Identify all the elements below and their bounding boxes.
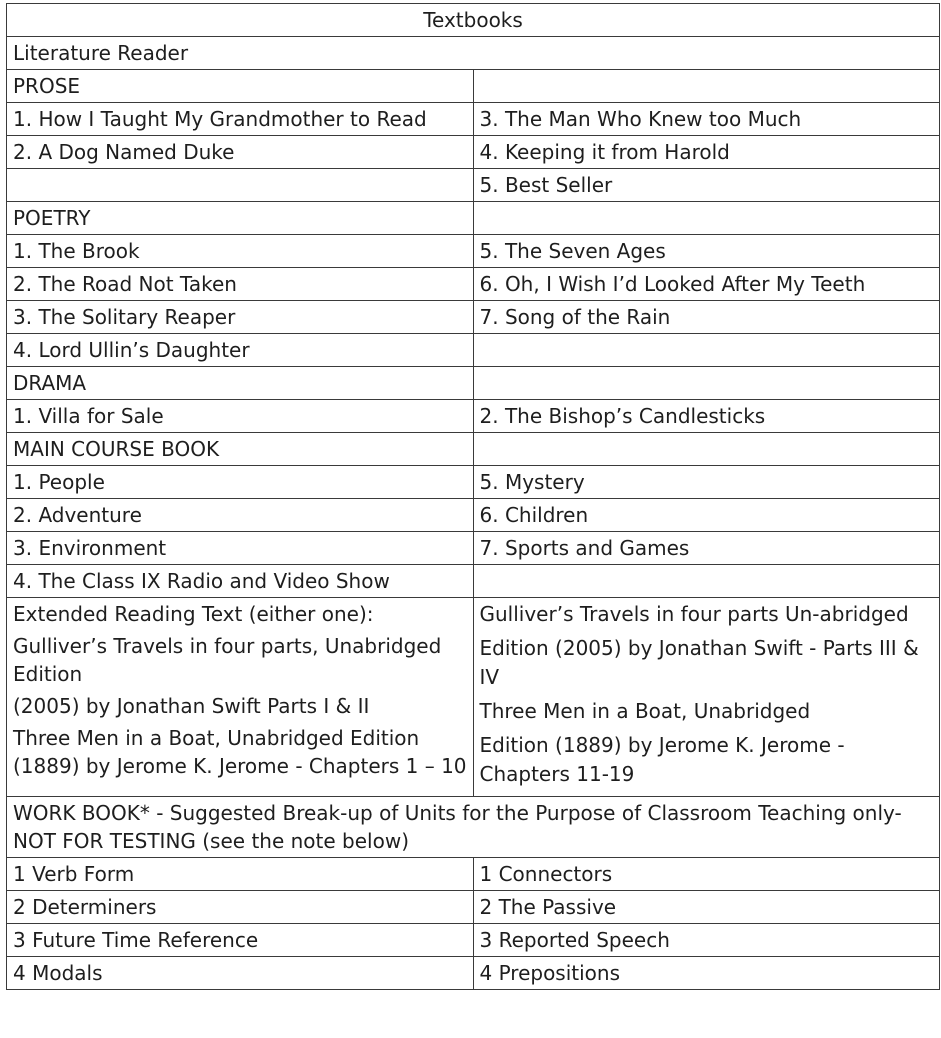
main-course-item: 1. People [7,466,474,499]
extended-reading-text: (2005) by Jonathan Swift Parts I & II [13,694,370,718]
extended-reading-text: Edition (2005) by Jonathan Swift - Parts III & IV [479,636,919,689]
empty-cell [473,202,940,235]
prose-heading-row [7,70,940,103]
work-book-item: 2 Determiners [7,891,474,924]
extended-reading-right [473,598,940,797]
table-row [7,891,940,924]
work-book-item: 1 Verb Form [7,858,474,891]
main-course-item: 6. Children [473,499,940,532]
main-course-heading: MAIN COURSE BOOK [7,433,474,466]
poetry-item: 1. The Brook [7,235,474,268]
main-course-item [473,565,940,598]
textbooks-table [6,3,940,990]
main-course-item: 2. Adventure [7,499,474,532]
table-row [7,103,940,136]
poetry-item: 6. Oh, I Wish I’d Looked After My Teeth [473,268,940,301]
empty-cell [473,70,940,103]
extended-reading-text: Edition (1889) by Jerome K. Jerome - Chapters 11-19 [479,733,845,786]
table-row [7,169,940,202]
poetry-heading-row [7,202,940,235]
work-book-item: 3 Reported Speech [473,924,940,957]
table-row [7,858,940,891]
main-course-item: 5. Mystery [473,466,940,499]
table-row [7,924,940,957]
title-row [7,4,940,37]
prose-item: 3. The Man Who Knew too Much [473,103,940,136]
work-book-item: 4 Modals [7,957,474,990]
table-row [7,565,940,598]
extended-reading-text: Extended Reading Text (either one): [13,602,374,626]
work-book-heading: WORK BOOK* - Suggested Break-up of Units for the Purpose of Classroom Teaching only-NOT FOR TESTING (see the note below) [7,797,940,858]
extended-reading-text: Gulliver’s Travels in four parts Un-abridged [479,602,909,626]
table-row [7,301,940,334]
poetry-heading: POETRY [7,202,474,235]
work-book-item: 4 Prepositions [473,957,940,990]
poetry-item: 7. Song of the Rain [473,301,940,334]
work-book-item: 3 Future Time Reference [7,924,474,957]
work-book-heading-row [7,797,940,858]
empty-cell [473,433,940,466]
main-course-heading-row [7,433,940,466]
main-course-item: 7. Sports and Games [473,532,940,565]
work-book-item: 2 The Passive [473,891,940,924]
prose-item: 1. How I Taught My Grandmother to Read [7,103,474,136]
extended-reading-left [7,598,474,797]
extended-reading-text: Three Men in a Boat, Unabridged Edition (1889) by Jerome K. Jerome - Chapters 1 – 10 [13,726,467,778]
table-title: Textbooks [7,4,940,37]
poetry-item: 5. The Seven Ages [473,235,940,268]
poetry-item [473,334,940,367]
table-row [7,268,940,301]
prose-item: 2. A Dog Named Duke [7,136,474,169]
extended-reading-row [7,598,940,797]
table-row [7,400,940,433]
prose-heading: PROSE [7,70,474,103]
poetry-item: 2. The Road Not Taken [7,268,474,301]
table-row [7,466,940,499]
table-row [7,532,940,565]
literature-reader-heading: Literature Reader [7,37,940,70]
main-course-item: 3. Environment [7,532,474,565]
drama-heading-row [7,367,940,400]
table-row [7,499,940,532]
table-row [7,334,940,367]
poetry-item: 3. The Solitary Reaper [7,301,474,334]
table-row [7,235,940,268]
empty-cell [473,367,940,400]
section-row [7,37,940,70]
drama-item: 1. Villa for Sale [7,400,474,433]
table-row [7,957,940,990]
table-row [7,136,940,169]
drama-item: 2. The Bishop’s Candlesticks [473,400,940,433]
prose-item [7,169,474,202]
prose-item: 5. Best Seller [473,169,940,202]
poetry-item: 4. Lord Ullin’s Daughter [7,334,474,367]
work-book-item: 1 Connectors [473,858,940,891]
main-course-item: 4. The Class IX Radio and Video Show [7,565,474,598]
prose-item: 4. Keeping it from Harold [473,136,940,169]
extended-reading-text: Gulliver’s Travels in four parts, Unabridged Edition [13,634,442,686]
drama-heading: DRAMA [7,367,474,400]
extended-reading-text: Three Men in a Boat, Unabridged [479,699,811,723]
